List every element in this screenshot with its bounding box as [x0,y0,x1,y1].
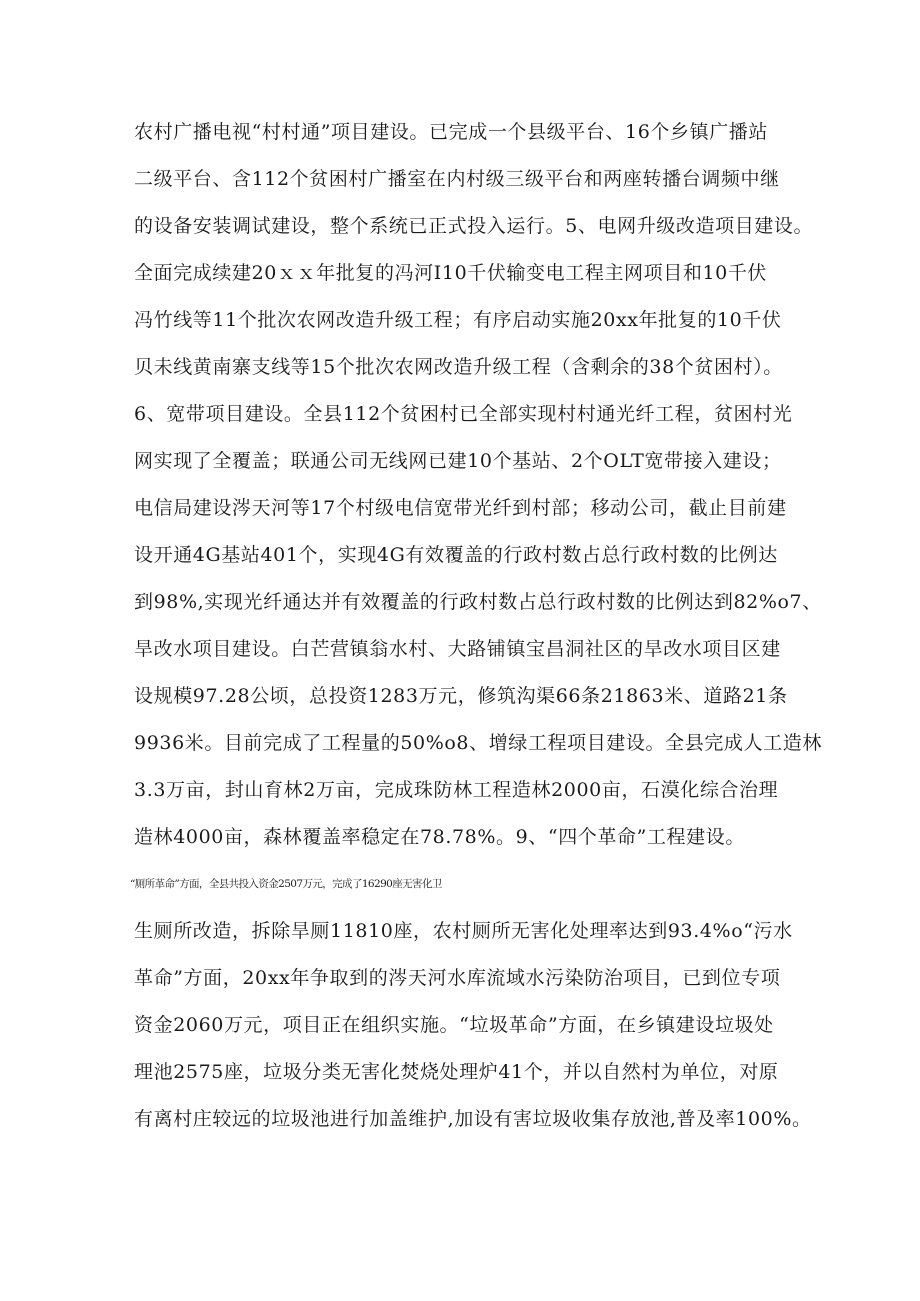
text-line: 生厕所改造，拆除旱厕11810座，农村厕所无害化处理率达到93.4%o“污水 [134,920,793,942]
text-line: 3.3万亩，封山育林2万亩，完成珠防林工程造林2000亩，石漠化综合治理 [134,779,779,801]
text-line: 到98%,实现光纤通达并有效覆盖的行政村数占总行政村数的比例达到82%o7、 [134,591,822,613]
text-line: 二级平台、含112个贫困村广播室在内村级三级平台和两座转播台调频中继 [134,168,780,190]
text-line: 6、宽带项目建设。全县112个贫困村已全部实现村村通光纤工程，贫困村光 [134,403,793,425]
text-line: 有离村庄较远的垃圾池进行加盖维护,加设有害垃圾收集存放池,普及率100%。 [134,1108,812,1130]
text-line: 造林4000亩，森林覆盖率稳定在78.78%。9、“四个革命”工程建设。 [134,826,745,848]
text-line: 贝未线黄南寨支线等15个批次农网改造升级工程（含剩余的38个贫困村）。 [134,356,783,378]
text-line: 电信局建设涔天河等17个村级电信宽带光纤到村部；移动公司，截止目前建 [134,497,787,519]
text-line: 全面完成续建20ｘｘ年批复的冯河I10千伏输变电工程主网项目和10千伏 [134,262,768,284]
text-line: 理池2575座，垃圾分类无害化焚烧处理炉41个，并以自然村为单位，对原 [134,1061,779,1083]
text-line: 设规模97.28公顷，总投资1283万元，修筑沟渠66条21863米、道路21条 [134,685,788,707]
text-line: 冯竹线等11个批次农网改造升级工程；有序启动实施20xx年批复的10千伏 [134,309,782,331]
text-line: 的设备安装调试建设，整个系统已正式投入运行。5、电网升级改造项目建设。 [134,215,814,237]
text-line: 网实现了全覆盖；联通公司无线网已建10个基站、2个OLT宽带接入建设； [134,450,782,472]
text-line: 9936米。目前完成了工程量的50%o8、增绿工程项目建设。全县完成人工造林 [134,732,822,754]
text-line: 设开通4G基站401个，实现4G有效覆盖的行政村数占总行政村数的比例达 [134,544,778,566]
text-line: 农村广播电视“村村通”项目建设。已完成一个县级平台、16个乡镇广播站 [134,121,769,143]
text-line: 旱改水项目建设。白芒营镇翁水村、大路铺镇宝昌洞社区的旱改水项目区建 [134,638,781,660]
text-line: 革命”方面，20xx年争取到的涔天河水库流域水污染防治项目，已到位专项 [134,967,781,989]
text-line: 资金2060万元，项目正在组织实施。“垃圾革命”方面，在乡镇建设垃圾处 [134,1014,774,1036]
body-text [130,114,824,1148]
text-line: “厕所革命”方面，全县共投入资金2507万元，完成了16290座无害化卫 [130,878,442,890]
